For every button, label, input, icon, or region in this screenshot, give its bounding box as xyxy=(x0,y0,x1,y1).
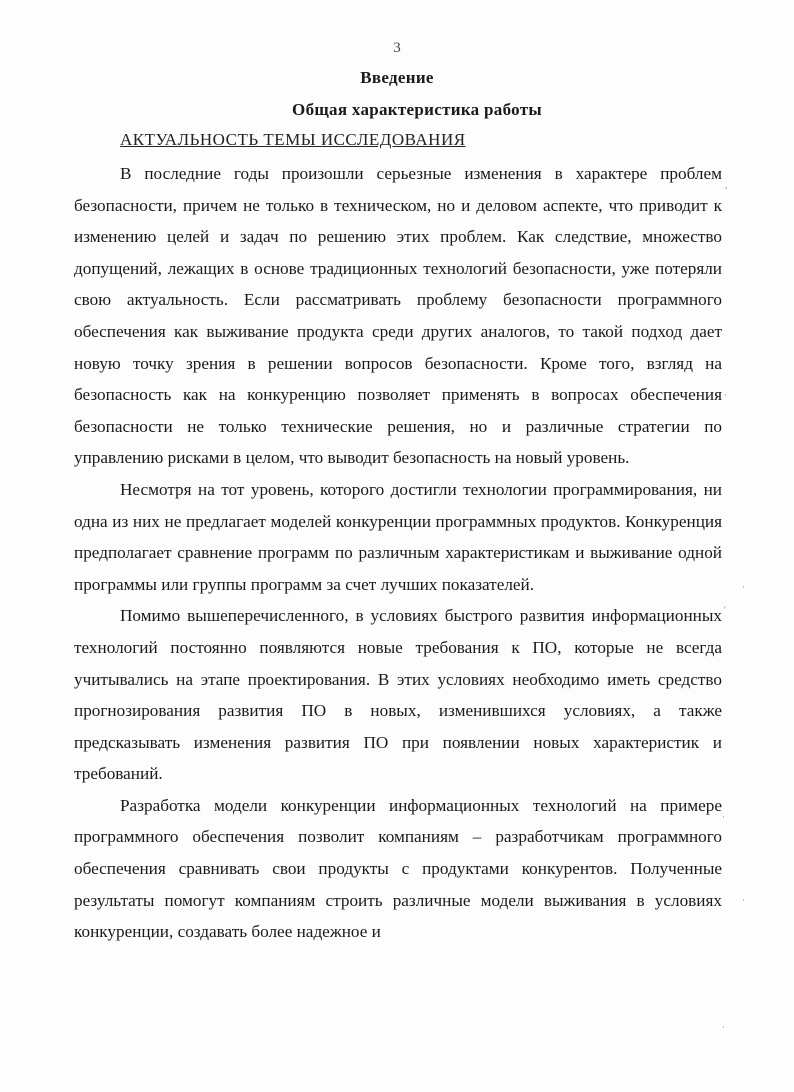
body-text xyxy=(74,158,722,948)
paragraph-3: Помимо вышеперечисленного, в условиях быстрого развития информационных технологий постоянно появляются новые требования к ПО, которые не всегда учитывались на этапе проектирования. В этих условиях необходимо иметь средство прогнозирования развития ПО в новых, изменившихся условиях, а также предсказывать изменения развития ПО при появлении новых характеристик и требований. xyxy=(74,606,722,784)
page-number: 3 xyxy=(393,40,401,56)
heading-general-characteristics: Общая характеристика работы xyxy=(292,100,542,119)
scan-speck: · xyxy=(742,582,745,592)
scan-speck: · xyxy=(742,895,745,905)
scan-speck: , xyxy=(725,180,728,190)
paragraph-4: Разработка модели конкуренции информационных технологий на примере программного обеспечения позволит компаниям – разработчикам программного обеспечения сравнивать свои продукты с продуктами конкурентов. Полученные результаты помогут компаниям строить различные модели выживания в условиях конкуренции, создавать более надежное и xyxy=(74,795,722,942)
paragraph-1: В последние годы произошли серьезные изменения в характере проблем безопасности, причем не только в техническом, но и деловом аспекте, что приводит к изменению целей и задач по решению этих проблем. Как следствие, множество допущений, лежащих в основе традиционных технологий безопасности, уже потеряли свою актуальность. Если рассматривать проблему безопасности программного обеспечения как выживание продукта среди других аналогов, то такой подход дает новую точку зрения в решении вопросов безопасности. Кроме того, взгляд на безопасность как на конкуренцию позволяет применять в вопросах обеспечения безопасности не только технические решения, но и различные стратегии по управлению рисками в целом, что выводит безопасность на новый уровень. xyxy=(74,164,722,468)
scan-speck: ' xyxy=(724,605,726,615)
section-title-relevance: АКТУАЛЬНОСТЬ ТЕМЫ ИССЛЕДОВАНИЯ xyxy=(120,130,466,149)
scan-speck: · xyxy=(722,812,725,822)
heading-introduction: Введение xyxy=(360,68,434,87)
scan-speck: · xyxy=(724,390,727,400)
scan-speck: · xyxy=(722,1022,725,1032)
paragraph-2: Несмотря на тот уровень, которого достигли технологии программирования, ни одна из них не предлагает моделей конкуренции программных продуктов. Конкуренция предполагает сравнение программ по различным характеристикам и выживание одной программы или группы программ за счет лучших показателей. xyxy=(74,479,722,594)
